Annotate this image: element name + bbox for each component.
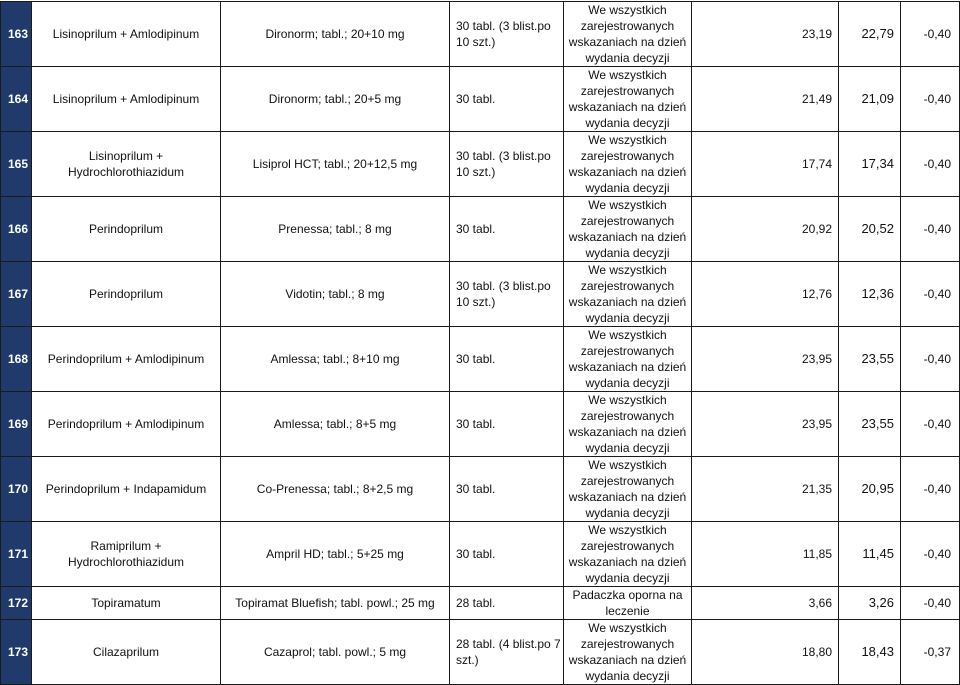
row-number: 173 xyxy=(1,620,32,685)
substance-name: Perindoprilum + Amlodipinum xyxy=(32,327,221,392)
package-size: 28 tabl. xyxy=(450,587,564,620)
row-number: 172 xyxy=(1,587,32,620)
trade-name: Co-Prenessa; tabl.; 8+2,5 mg xyxy=(221,457,450,522)
package-size: 30 tabl. (3 blist.po 10 szt.) xyxy=(450,2,564,67)
official-price: 20,92 xyxy=(692,197,839,262)
table-row xyxy=(1,2,960,67)
price-difference: -0,40 xyxy=(901,457,960,522)
row-number: 171 xyxy=(1,522,32,587)
trade-name: Dironorm; tabl.; 20+5 mg xyxy=(221,67,450,132)
package-size: 30 tabl. xyxy=(450,327,564,392)
official-price: 23,19 xyxy=(692,2,839,67)
indication: We wszystkich zarejestrowanych wskazaniach na dzień wydania decyzji xyxy=(564,522,692,587)
package-size: 28 tabl. (4 blist.po 7 szt.) xyxy=(450,620,564,685)
substance-name: Lisinoprilum + Hydrochlorothiazidum xyxy=(32,132,221,197)
substance-name: Lisinoprilum + Amlodipinum xyxy=(32,67,221,132)
indication: Padaczka oporna na leczenie xyxy=(564,587,692,620)
trade-name: Amlessa; tabl.; 8+5 mg xyxy=(221,392,450,457)
official-price: 3,66 xyxy=(692,587,839,620)
retail-price: 20,52 xyxy=(839,197,901,262)
trade-name: Vidotin; tabl.; 8 mg xyxy=(221,262,450,327)
price-difference: -0,40 xyxy=(901,132,960,197)
price-difference: -0,40 xyxy=(901,522,960,587)
substance-name: Ramiprilum + Hydrochlorothiazidum xyxy=(32,522,221,587)
package-size: 30 tabl. xyxy=(450,392,564,457)
trade-name: Topiramat Bluefish; tabl. powl.; 25 mg xyxy=(221,587,450,620)
retail-price: 23,55 xyxy=(839,327,901,392)
indication: We wszystkich zarejestrowanych wskazaniach na dzień wydania decyzji xyxy=(564,620,692,685)
table-row xyxy=(1,620,960,685)
substance-name: Topiramatum xyxy=(32,587,221,620)
retail-price: 22,79 xyxy=(839,2,901,67)
price-difference: -0,40 xyxy=(901,587,960,620)
price-difference: -0,40 xyxy=(901,327,960,392)
substance-name: Perindoprilum + Amlodipinum xyxy=(32,392,221,457)
retail-price: 3,26 xyxy=(839,587,901,620)
indication: We wszystkich zarejestrowanych wskazaniach na dzień wydania decyzji xyxy=(564,327,692,392)
retail-price: 17,34 xyxy=(839,132,901,197)
table-row xyxy=(1,392,960,457)
row-number: 165 xyxy=(1,132,32,197)
price-difference: -0,40 xyxy=(901,67,960,132)
package-size: 30 tabl. xyxy=(450,457,564,522)
official-price: 21,35 xyxy=(692,457,839,522)
retail-price: 18,43 xyxy=(839,620,901,685)
indication: We wszystkich zarejestrowanych wskazaniach na dzień wydania decyzji xyxy=(564,67,692,132)
trade-name: Cazaprol; tabl. powl.; 5 mg xyxy=(221,620,450,685)
retail-price: 23,55 xyxy=(839,392,901,457)
official-price: 23,95 xyxy=(692,327,839,392)
trade-name: Lisiprol HCT; tabl.; 20+12,5 mg xyxy=(221,132,450,197)
table-row xyxy=(1,262,960,327)
package-size: 30 tabl. (3 blist.po 10 szt.) xyxy=(450,262,564,327)
official-price: 18,80 xyxy=(692,620,839,685)
retail-price: 12,36 xyxy=(839,262,901,327)
price-difference: -0,40 xyxy=(901,392,960,457)
trade-name: Ampril HD; tabl.; 5+25 mg xyxy=(221,522,450,587)
substance-name: Lisinoprilum + Amlodipinum xyxy=(32,2,221,67)
trade-name: Dironorm; tabl.; 20+10 mg xyxy=(221,2,450,67)
indication: We wszystkich zarejestrowanych wskazaniach na dzień wydania decyzji xyxy=(564,392,692,457)
row-number: 166 xyxy=(1,197,32,262)
table-row xyxy=(1,67,960,132)
row-number: 168 xyxy=(1,327,32,392)
indication: We wszystkich zarejestrowanych wskazaniach na dzień wydania decyzji xyxy=(564,197,692,262)
table-row xyxy=(1,522,960,587)
row-number: 169 xyxy=(1,392,32,457)
package-size: 30 tabl. xyxy=(450,67,564,132)
table-row xyxy=(1,197,960,262)
official-price: 11,85 xyxy=(692,522,839,587)
trade-name: Prenessa; tabl.; 8 mg xyxy=(221,197,450,262)
package-size: 30 tabl. xyxy=(450,522,564,587)
price-difference: -0,40 xyxy=(901,2,960,67)
indication: We wszystkich zarejestrowanych wskazaniach na dzień wydania decyzji xyxy=(564,132,692,197)
retail-price: 20,95 xyxy=(839,457,901,522)
indication: We wszystkich zarejestrowanych wskazaniach na dzień wydania decyzji xyxy=(564,457,692,522)
indication: We wszystkich zarejestrowanych wskazaniach na dzień wydania decyzji xyxy=(564,262,692,327)
substance-name: Cilazaprilum xyxy=(32,620,221,685)
table-row xyxy=(1,327,960,392)
price-difference: -0,37 xyxy=(901,620,960,685)
row-number: 163 xyxy=(1,2,32,67)
official-price: 12,76 xyxy=(692,262,839,327)
row-number: 170 xyxy=(1,457,32,522)
package-size: 30 tabl. xyxy=(450,197,564,262)
trade-name: Amlessa; tabl.; 8+10 mg xyxy=(221,327,450,392)
drug-price-table xyxy=(0,1,960,685)
official-price: 21,49 xyxy=(692,67,839,132)
package-size: 30 tabl. (3 blist.po 10 szt.) xyxy=(450,132,564,197)
table-row xyxy=(1,457,960,522)
table-row xyxy=(1,132,960,197)
retail-price: 21,09 xyxy=(839,67,901,132)
row-number: 167 xyxy=(1,262,32,327)
indication: We wszystkich zarejestrowanych wskazaniach na dzień wydania decyzji xyxy=(564,2,692,67)
price-difference: -0,40 xyxy=(901,262,960,327)
row-number: 164 xyxy=(1,67,32,132)
price-difference: -0,40 xyxy=(901,197,960,262)
substance-name: Perindoprilum xyxy=(32,262,221,327)
official-price: 23,95 xyxy=(692,392,839,457)
retail-price: 11,45 xyxy=(839,522,901,587)
substance-name: Perindoprilum + Indapamidum xyxy=(32,457,221,522)
substance-name: Perindoprilum xyxy=(32,197,221,262)
official-price: 17,74 xyxy=(692,132,839,197)
table-row xyxy=(1,587,960,620)
